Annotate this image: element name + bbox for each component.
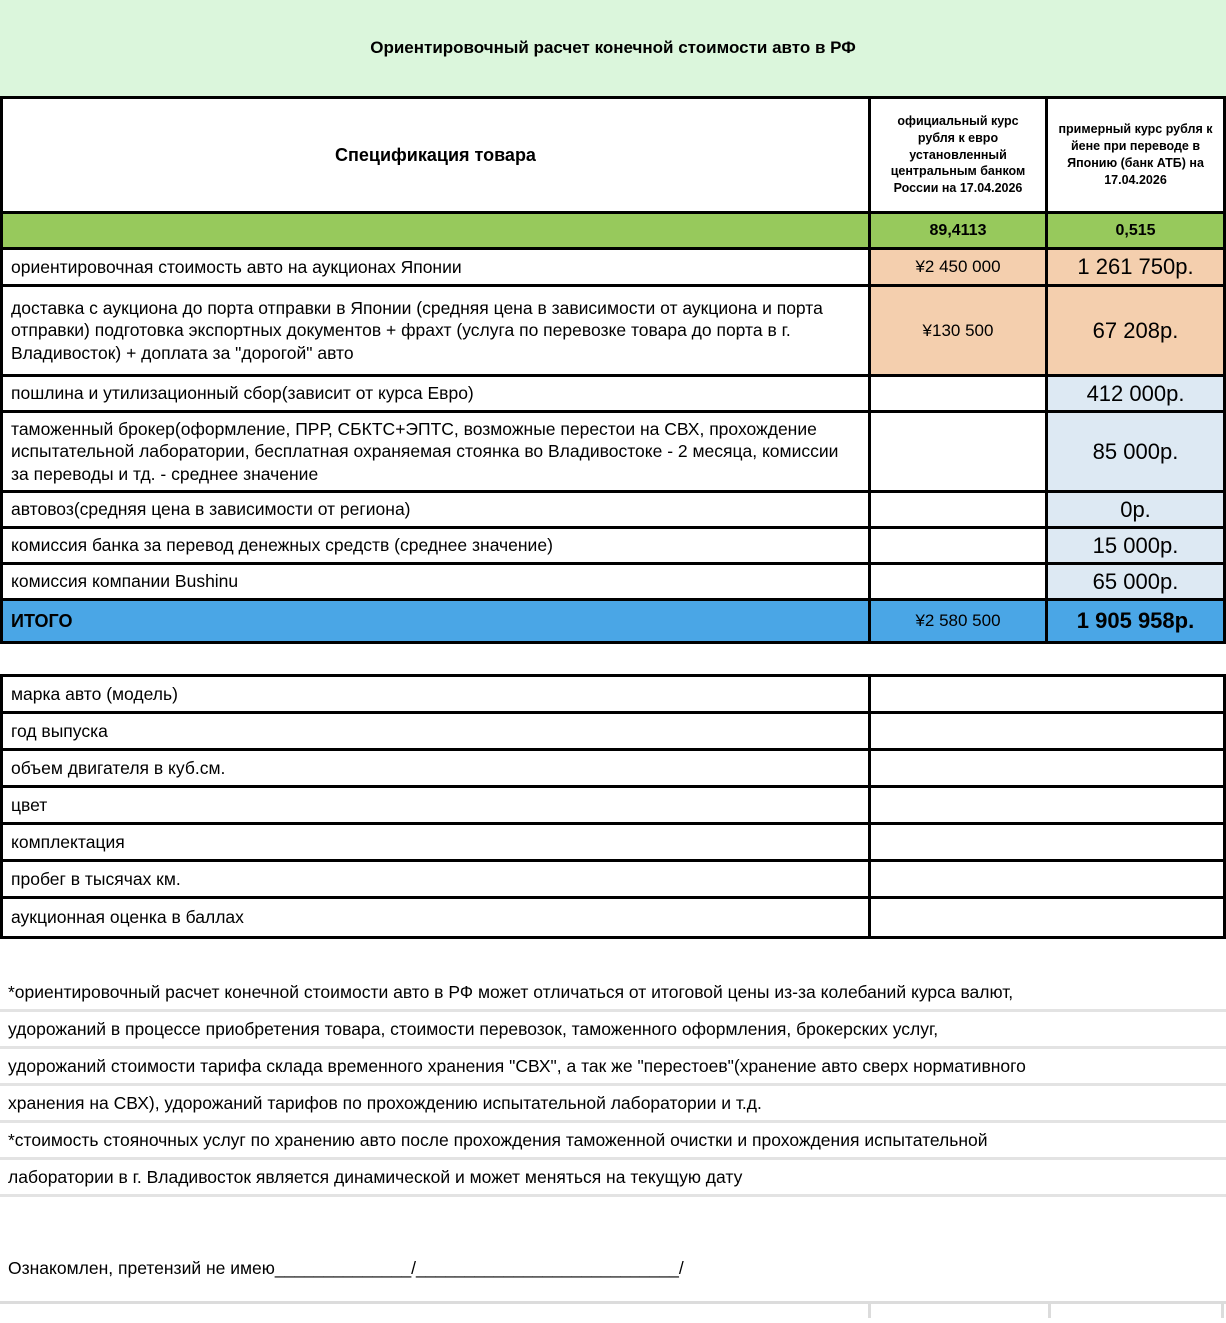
rate-row-empty-cell [3,214,871,247]
eur-rate-header-cell: официальный курс рубля к евро установленный центральным банком России на 17.04.2026 [871,99,1048,211]
document-title-block [0,0,1226,96]
row-yen-value: ¥2 450 000 [871,250,1048,284]
footnote-line: хранения на СВХ), удорожаний тарифов по прохождению испытательной лаборатории и т.д. [0,1086,1226,1123]
spec-row-label: год выпуска [3,714,871,748]
spec-row [3,751,1223,788]
row-rub-value: 85 000р. [1048,413,1223,490]
row-yen-value [871,493,1048,526]
spec-row-label: пробег в тысячах км. [3,862,871,896]
footnote-line: *стоимость стояночных услуг по хранению авто после прохождения таможенной очистки и прохождения испытательной [0,1123,1226,1160]
row-rub-value: 0р. [1048,493,1223,526]
spec-row-label: цвет [3,788,871,822]
signature-line: Ознакомлен, претензий не имею______________/___________________________/ [8,1257,684,1278]
exchange-rate-row [3,214,1223,250]
spec-row [3,899,1223,936]
row-rub-value: 67 208р. [1048,287,1223,374]
row-yen-value [871,377,1048,410]
row-yen-value [871,529,1048,562]
spec-row [3,677,1223,714]
spec-row-value-cell [871,714,1223,748]
spec-row-value-cell [871,899,1223,936]
gridline [868,1304,871,1318]
footnote-line: *ориентировочный расчет конечной стоимости авто в РФ может отличаться от итоговой цены из-за колебаний курса валют, [0,975,1226,1012]
vehicle-spec-table [0,674,1226,939]
table-row [3,377,1223,413]
row-label: комиссия банка за перевод денежных средств (среднее значение) [3,529,871,562]
cost-table-header-row [3,99,1223,214]
footnotes [0,975,1226,1197]
row-label: таможенный брокер(оформление, ПРР, СБКТС+ЭПТС, возможные перестои на СВХ, прохождение испытательной лаборатории, бесплатная охраняемая стоянка во Владивостоке - 2 месяца, комиссии за переводы и тд. - среднее значение [3,413,871,490]
spec-row-value-cell [871,862,1223,896]
row-label: ориентировочная стоимость авто на аукционах Японии [3,250,871,284]
gridline [1048,1304,1051,1318]
total-label: ИТОГО [3,601,871,641]
spec-row-label: марка авто (модель) [3,677,871,711]
footnote-line: удорожаний в процессе приобретения товара, стоимости перевозок, таможенного оформления, брокерских услуг, [0,1012,1226,1049]
spec-row-label: комплектация [3,825,871,859]
eur-rate-value: 89,4113 [871,214,1048,247]
jpy-rate-header-cell: примерный курс рубля к йене при переводе в Японию (банк АТБ) на 17.04.2026 [1058,122,1213,187]
row-rub-value: 412 000р. [1048,377,1223,410]
row-yen-value [871,413,1048,490]
footnote-line: удорожаний стоимости тарифа склада временного хранения "СВХ", а так же "перестоев"(хранение авто сверх нормативного [0,1049,1226,1086]
spec-row [3,788,1223,825]
spec-row [3,862,1223,899]
total-yen-value: ¥2 580 500 [871,601,1048,641]
table-row [3,529,1223,565]
row-label: доставка с аукциона до порта отправки в Японии (средняя цена в зависимости от аукциона и порта отправки) подготовка экспортных документов + фрахт (услуга по перевозке товара до порта в г. Владивосток) + доплата за "дорогой" авто [3,287,871,374]
spec-row-value-cell [871,788,1223,822]
table-row [3,565,1223,601]
total-row [3,601,1223,641]
table-row [3,493,1223,529]
spec-row-value-cell [871,825,1223,859]
jpy-rate-value: 0,515 [1115,221,1156,239]
spec-header-cell: Спецификация товара [3,99,871,211]
row-rub-value: 1 261 750р. [1048,250,1223,284]
table-row [3,413,1223,493]
gridline [1221,1304,1224,1318]
table-row [3,287,1223,377]
spec-row [3,714,1223,751]
row-rub-value: 65 000р. [1048,565,1223,598]
spreadsheet-gridlines [0,1301,1226,1315]
total-rub-value: 1 905 958р. [1076,608,1195,634]
spec-row-label: объем двигателя в куб.см. [3,751,871,785]
row-label: автовоз(средняя цена в зависимости от региона) [3,493,871,526]
spec-row-value-cell [871,677,1223,711]
page-title: Ориентировочный расчет конечной стоимости авто в РФ [370,38,856,57]
row-label: комиссия компании Bushinu [3,565,871,598]
spec-row-label: аукционная оценка в баллах [3,899,871,936]
row-rub-value: 15 000р. [1048,529,1223,562]
row-label: пошлина и утилизационный сбор(зависит от курса Евро) [3,377,871,410]
spec-row-value-cell [871,751,1223,785]
row-yen-value: ¥130 500 [871,287,1048,374]
table-row [3,250,1223,287]
cost-table [0,96,1226,644]
footnote-line: лаборатории в г. Владивосток является динамической и может меняться на текущую дату [0,1160,1226,1197]
spec-row [3,825,1223,862]
row-yen-value [871,565,1048,598]
